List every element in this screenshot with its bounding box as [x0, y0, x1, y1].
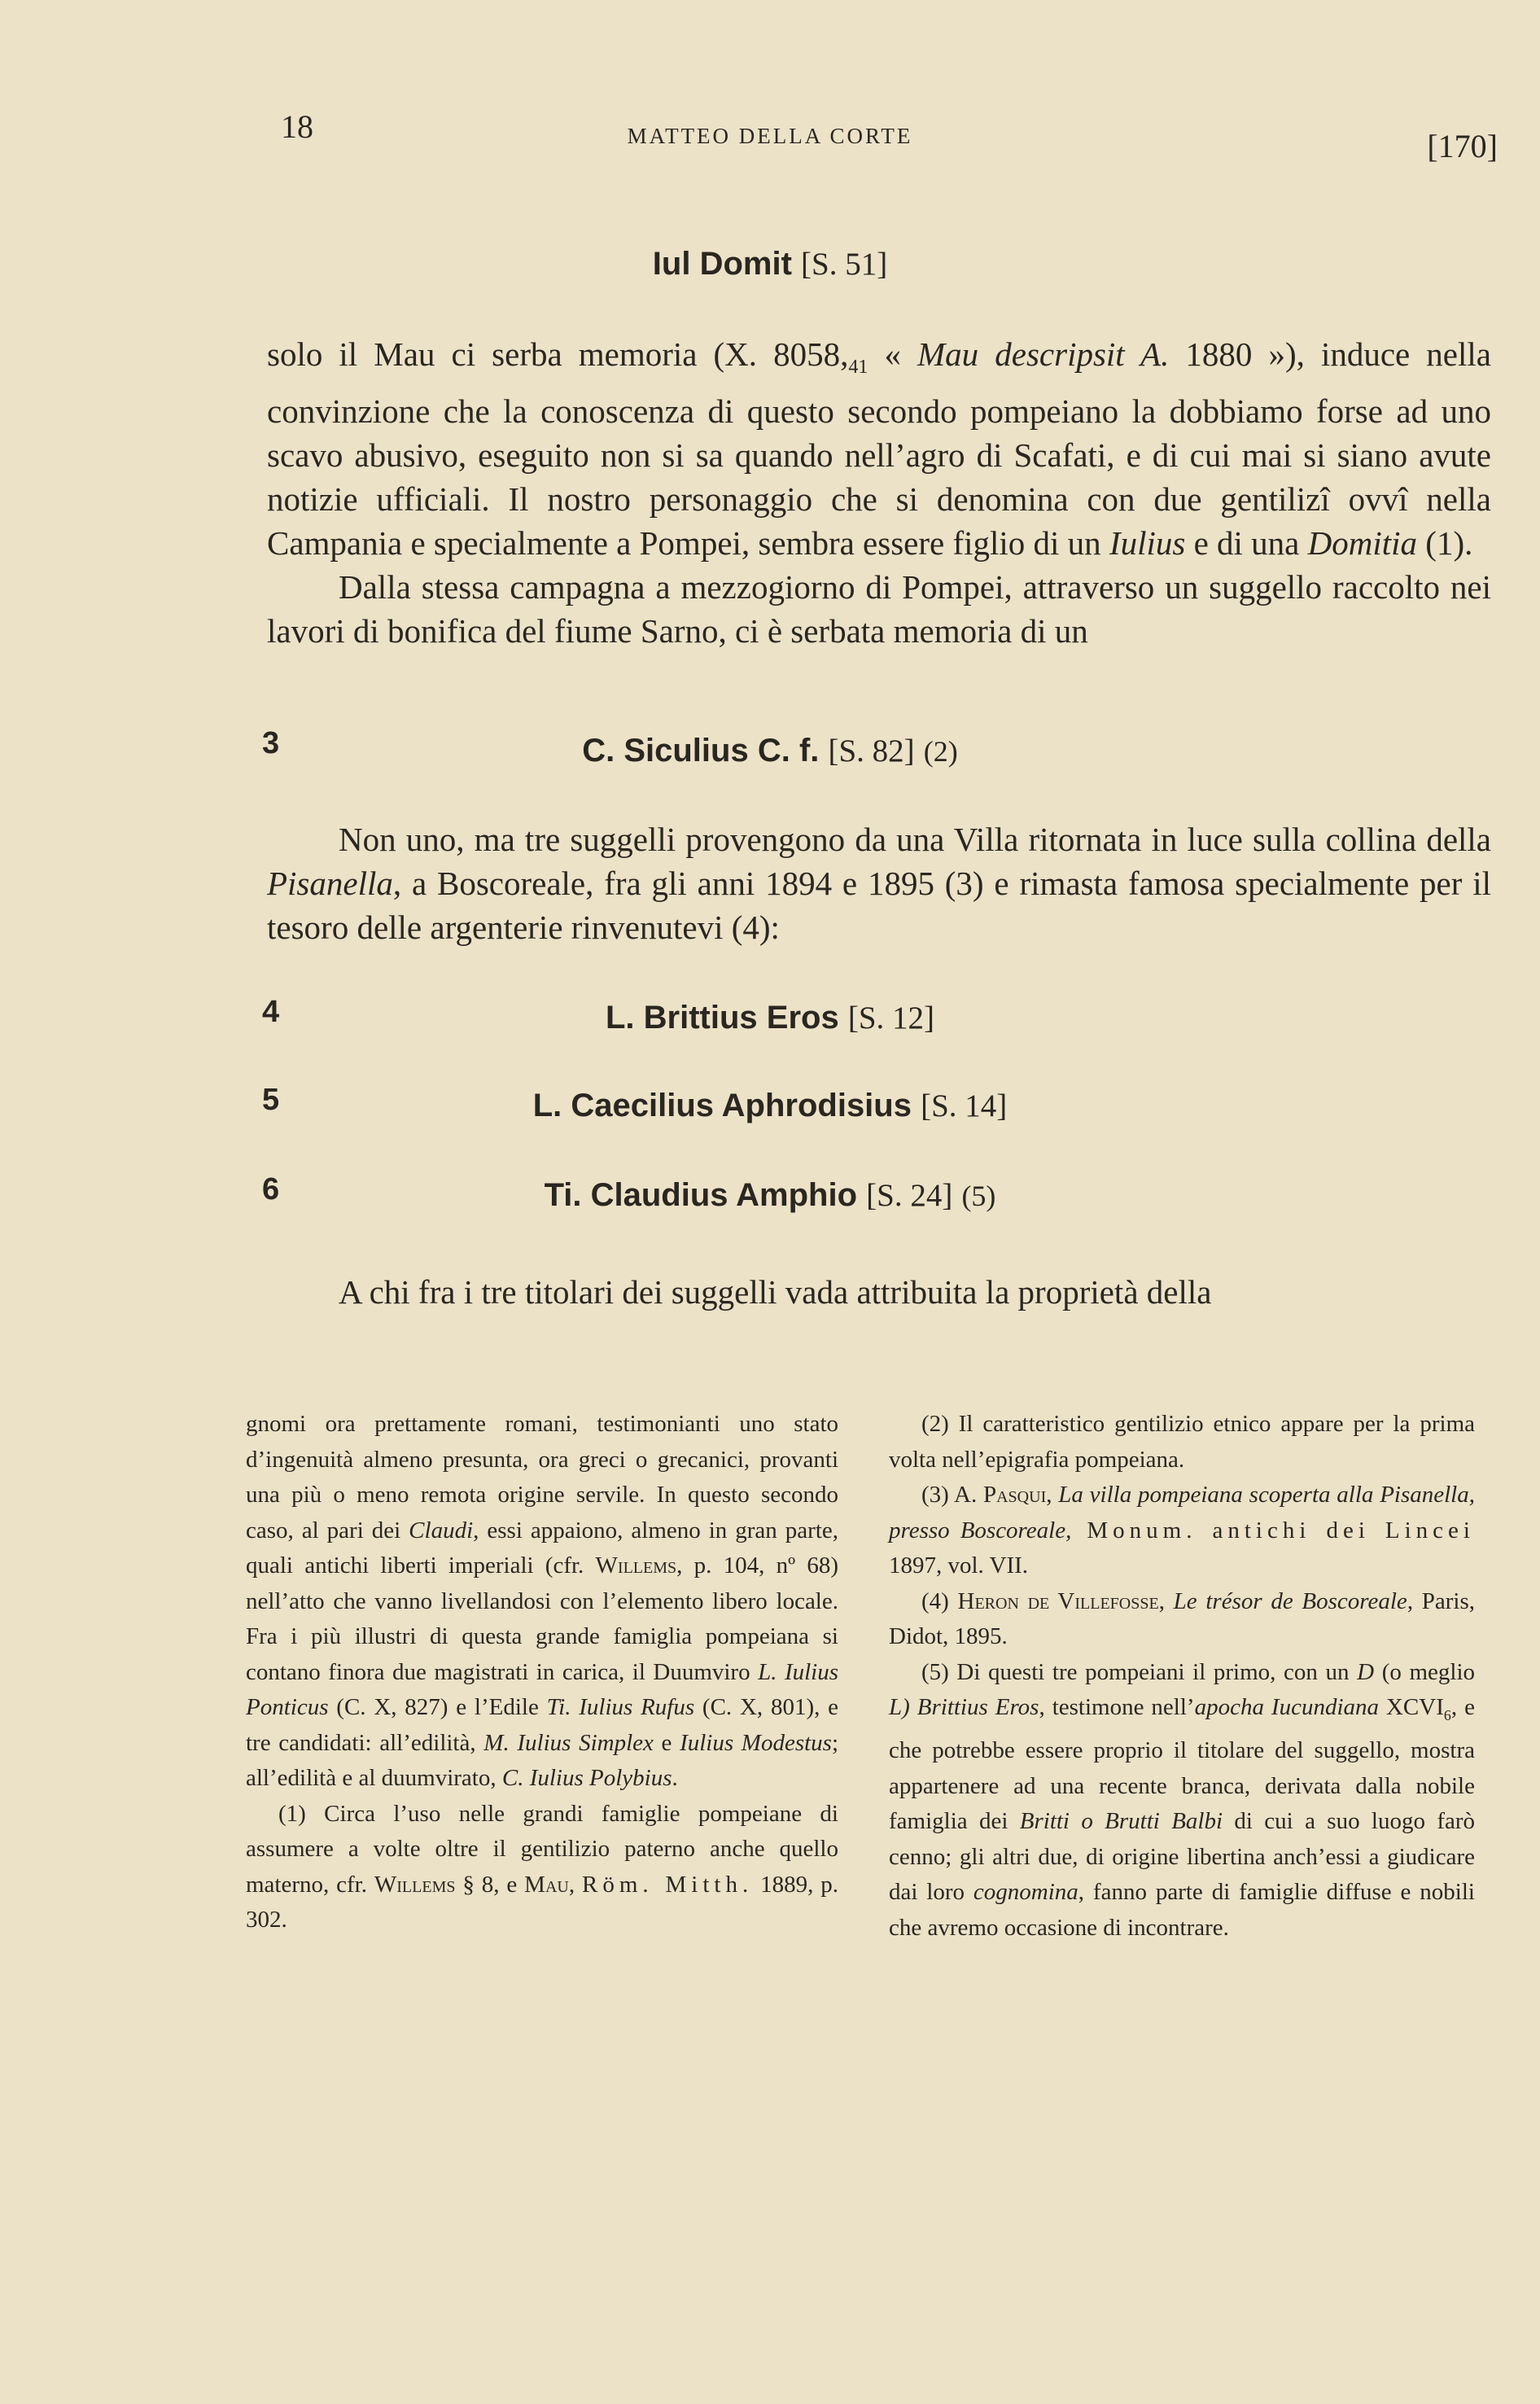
footnote-5 [889, 1655, 1475, 1946]
inscription-l-brittius-eros [0, 1000, 1540, 1036]
text: , essi appaiono, almeno in gran parte, quali antichi liberti imperiali (cfr. [246, 1517, 838, 1579]
inscription-l-caecilius-aphrodisius [0, 1088, 1540, 1124]
italic-text: Domitia [1307, 524, 1418, 563]
italic-text: cognomina [973, 1879, 1078, 1906]
text: Non uno, ma tre suggelli provengono da una Villa ritornata in luce sulla collina della [339, 821, 1491, 858]
text: (1) Circa l’uso nelle grandi famiglie pompeiane di assumere a volte oltre il gentilizio paterno anche quello materno, cfr. [246, 1800, 838, 1898]
text: . [672, 1765, 678, 1791]
subscript: 41 [848, 357, 868, 379]
text: di cui a suo luogo farò cenno; gli altri due, di origine libertina anch’essi a giudicare dai loro [889, 1808, 1476, 1906]
inscription-iul-domit [0, 246, 1540, 282]
footnotes-right-column [889, 1407, 1475, 1946]
italic-text: Mau descripsit A. [917, 335, 1170, 373]
text: XCVI [1379, 1694, 1444, 1720]
inscription-ref: [S. 14] [921, 1088, 1008, 1123]
italic-text: Ti. Iulius Rufus [546, 1694, 695, 1720]
footnote-4 [889, 1584, 1475, 1655]
running-title: MATTEO DELLA CORTE [627, 124, 913, 148]
text: 1880 »), induce nella convinzione che la conoscenza di questo secondo pompeiano la dobbiamo forse ad uno scavo abusivo, eseguito non si sa quando nell’agro di Scafati, e di cui mai si siano avute notizie ufficiali. Il nostro personaggio che si denomina con due gentilizî ovvî nella Campania e specialmente a Pompei, sembra essere figlio di un [267, 335, 1491, 563]
inscription-name: Ti. Claudius Amphio [544, 1177, 858, 1213]
text: gnomi ora prettamente romani, testimonianti uno stato d’ingenuità almeno presunta, ora greci o grecanici, provanti una più o meno remota origine servile. In questo secondo caso, al pari dei [246, 1411, 838, 1544]
text: , [1158, 1587, 1174, 1614]
inscription-name: L. Caecilius Aphrodisius [532, 1088, 912, 1123]
text: (3) A. [921, 1482, 983, 1508]
inscription-name: L. Brittius Eros [606, 1000, 839, 1036]
body-paragraph-1 [267, 332, 1491, 653]
italic-text: Le trésor de Boscoreale [1173, 1587, 1407, 1614]
journal-title: Monum. antichi dei Lincei [1071, 1517, 1475, 1544]
inscription-number: 5 [262, 1083, 280, 1117]
italic-text: M. Iulius Simplex [483, 1729, 654, 1756]
footnote-continuation [246, 1407, 838, 1797]
text: 1897, vol. VII. [889, 1552, 1029, 1579]
author-name: Mau [524, 1871, 569, 1898]
footnote-2: (2) Il caratteristico gentilizio etnico appare per la prima volta nell’epigrafia pompeiana. [889, 1411, 1475, 1473]
text: e di una [1185, 524, 1308, 563]
inscription-c-siculius [0, 733, 1540, 769]
journal-title: Röm. Mitth. [581, 1871, 754, 1898]
author-name: Willems [595, 1552, 677, 1579]
italic-text: L) Brittius Eros [889, 1694, 1039, 1720]
text: , a Boscoreale, fra gli anni 1894 e 1895 (3) e rimasta famosa specialmente per il tesoro delle argenterie rinvenutevi (4): [267, 865, 1491, 946]
text: (C. X, 801), e tre candidati: all’edilità, [246, 1694, 839, 1756]
text: « [868, 335, 918, 373]
text: (o meglio [1374, 1658, 1476, 1685]
text: § 8, e [455, 1871, 525, 1898]
footnote-3 [889, 1478, 1475, 1584]
italic-text: Claudi [409, 1517, 474, 1544]
note-marker: (5) [961, 1180, 996, 1212]
italic-text: La villa pompeiana scoperta alla Pisanella, presso Boscoreale, [889, 1482, 1475, 1544]
italic-text: C. Iulius Polybius [501, 1765, 672, 1791]
inscription-name: C. Siculius C. f. [582, 733, 820, 768]
italic-text: D [1357, 1658, 1375, 1685]
note-marker: (2) [923, 735, 958, 768]
inscription-ref: [S. 12] [847, 1001, 934, 1036]
subscript: 6 [1443, 1706, 1451, 1723]
inscription-name: Iul Domit [652, 246, 792, 282]
text: , e che potrebbe essere proprio il titolare del suggello, mostra appartenere ad una recente branca, derivata dalla nobile famiglia dei [889, 1694, 1475, 1835]
text: , fanno parte di famiglie diffuse e nobili che avremo occasione di incontrare. [889, 1879, 1475, 1941]
page-number: 18 [281, 108, 313, 145]
text: (C. X, 827) e l’Edile [328, 1694, 547, 1720]
text: solo il Mau ci serba memoria (X. 8058, [267, 335, 849, 373]
footnote-1 [246, 1797, 838, 1938]
italic-text: Pisanella [267, 865, 393, 902]
author-name: Pasqui [982, 1482, 1047, 1508]
page-ref: [170] [1427, 128, 1498, 164]
text: , testimone nell’ [1039, 1694, 1195, 1720]
text: ; all’edilità e al duumvirato, [246, 1729, 839, 1791]
author-name: Willems [374, 1871, 456, 1898]
inscription-ref: [S. 51] [801, 247, 888, 282]
text: , [568, 1871, 582, 1898]
inscription-number: 6 [262, 1172, 280, 1206]
text: (1). [1417, 524, 1473, 563]
italic-text: L. Iulius Ponticus [246, 1658, 838, 1720]
text: A chi fra i tre titolari dei suggelli vada attribuita la proprietà della [339, 1273, 1212, 1311]
body-paragraph-2: Dalla stessa campagna a mezzogiorno di Pompei, attraverso un suggello raccolto nei lavori di bonifica del fiume Sarno, ci è serbata memoria di un [267, 568, 1491, 650]
author-name: (4) Heron de Villefosse [921, 1587, 1159, 1614]
italic-text: Britti o Brutti Balbi [1019, 1808, 1223, 1835]
body-paragraph-3 [267, 817, 1491, 949]
italic-text: apocha Iucundiana [1194, 1694, 1380, 1720]
text: 1889, p. 302. [246, 1871, 839, 1933]
body-paragraph-4 [267, 1270, 1491, 1314]
inscription-ti-claudius-amphio [0, 1177, 1540, 1214]
footnotes-left-column [246, 1407, 838, 1938]
text: , [1046, 1482, 1059, 1508]
inscription-ref: [S. 24] [866, 1178, 953, 1213]
text: , Paris, Didot, 1895. [889, 1587, 1476, 1649]
text: (5) Di questi tre pompeiani il primo, con un [921, 1658, 1358, 1685]
italic-text: Iulius [1109, 524, 1186, 563]
inscription-number: 3 [262, 726, 280, 760]
text: e [653, 1729, 680, 1756]
inscription-ref: [S. 82] [828, 733, 915, 768]
inscription-number: 4 [262, 995, 280, 1029]
italic-text: Iulius Modestus [680, 1729, 832, 1756]
text: , p. 104, nº 68) nell’atto che vanno livellandosi con l’elemento libero locale. Fra i più illustri di questa grande famiglia pompeiana si contano finora due magistrati in carica, il Duumviro [246, 1552, 838, 1685]
